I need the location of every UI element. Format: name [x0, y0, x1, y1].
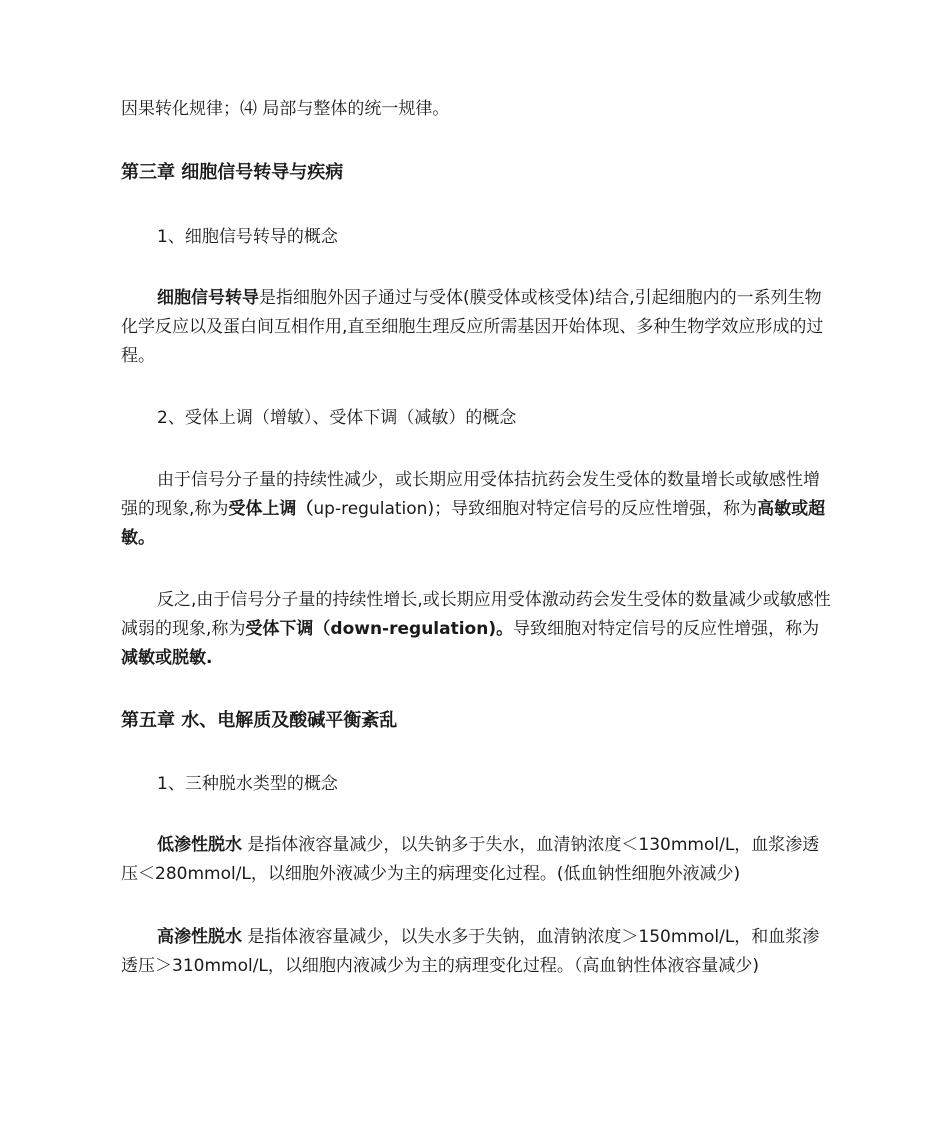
chapter3-item1: 1、细胞信号转导的概念 — [157, 227, 338, 247]
paragraph-text: 是指细胞外因子通过与受体(膜受体或核受体)结合,引起细胞内的一系列生物化学反应以及蛋白间互相作用,直至细胞生理反应所需基因开始体现、多种生物学效应形成的过程。 — [121, 288, 824, 366]
chapter5-paragraph1 — [121, 831, 831, 889]
chapter5-item1: 1、三种脱水类型的概念 — [157, 774, 338, 794]
chapter3-paragraph2 — [121, 466, 831, 553]
paragraph-text: 反之,由于信号分子量的持续性增长,或长期应用受体激动药会发生受体的数量减少或敏感性减弱的现象,称为 — [121, 590, 831, 639]
term-desensitization: 减敏或脱敏. — [121, 648, 213, 668]
term-hypersensitivity: 高敏或超敏。 — [121, 499, 826, 548]
chapter5-paragraph2 — [121, 923, 831, 981]
term-hypotonic-dehydration: 低渗性脱水 — [157, 835, 242, 855]
paragraph-text: 由于信号分子量的持续性减少，或长期应用受体拮抗药会发生受体的数量增长或敏感性增强的现象,称为 — [121, 470, 820, 519]
term-up-regulation: 受体上调（ — [228, 499, 314, 519]
chapter3-item2: 2、受体上调（增敏）、受体下调（减敏）的概念 — [157, 408, 517, 428]
paragraph-text: 是指体液容量减少，以失钠多于失水，血清钠浓度＜130mmol/L，血浆渗透压＜280mmol/L，以细胞外液减少为主的病理变化过程。(低血钠性细胞外液减少) — [121, 835, 820, 884]
chapter5-title: 第五章 水、电解质及酸碱平衡紊乱 — [121, 710, 398, 731]
paragraph-text: up-regulation)；导致细胞对特定信号的反应性增强，称为 — [313, 499, 758, 519]
term-signal-transduction: 细胞信号转导 — [157, 288, 259, 308]
term-hypertonic-dehydration: 高渗性脱水 — [157, 927, 242, 947]
term-down-regulation: 受体下调（down-regulation)。 — [245, 619, 514, 639]
paragraph-text: 导致细胞对特定信号的反应性增强，称为 — [513, 619, 820, 639]
intro-line: 因果转化规律；⑷ 局部与整体的统一规律。 — [121, 99, 450, 119]
chapter3-title: 第三章 细胞信号转导与疾病 — [121, 162, 344, 183]
paragraph-text: 是指体液容量减少，以失水多于失钠，血清钠浓度＞150mmol/L，和血浆渗透压＞310mmol/L，以细胞内液减少为主的病理变化过程。（高血钠性体液容量减少) — [121, 927, 820, 976]
chapter3-paragraph3 — [121, 586, 831, 673]
chapter3-paragraph1 — [121, 284, 831, 371]
